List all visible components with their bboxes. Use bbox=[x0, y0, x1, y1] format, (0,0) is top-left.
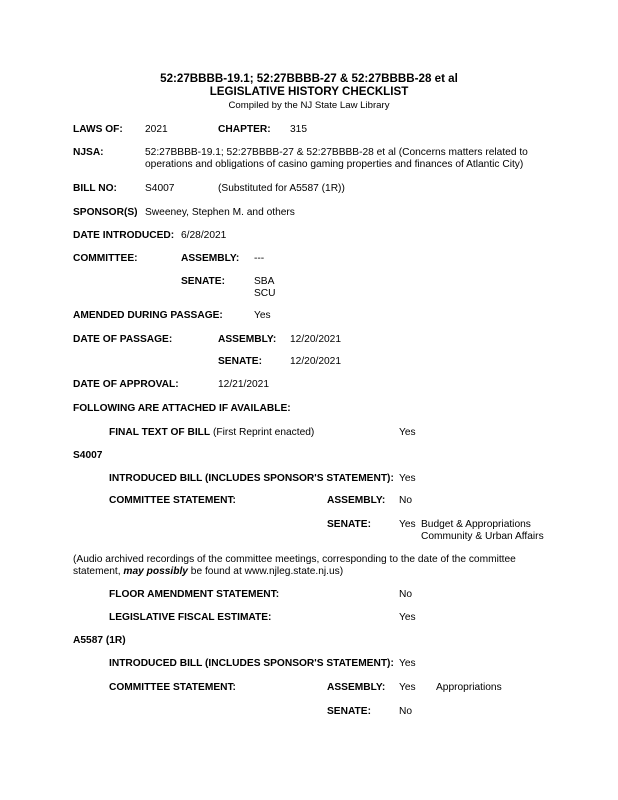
fiscal-estimate-value: Yes bbox=[399, 612, 416, 623]
s4007-introduced-label: INTRODUCED BILL (INCLUDES SPONSOR'S STATEMENT): bbox=[109, 473, 394, 484]
committee-senate-value-2: SCU bbox=[254, 288, 276, 299]
sponsor-label: SPONSOR(S) bbox=[73, 207, 138, 218]
audio-note-emphasis: may possibly bbox=[123, 566, 188, 577]
a5587-introduced-value: Yes bbox=[399, 658, 416, 669]
date-introduced-value: 6/28/2021 bbox=[181, 230, 227, 241]
attached-heading: FOLLOWING ARE ATTACHED IF AVAILABLE: bbox=[73, 403, 291, 414]
sponsor-value: Sweeney, Stephen M. and others bbox=[145, 207, 295, 218]
final-text-value: Yes bbox=[399, 427, 416, 438]
committee-assembly-value: --- bbox=[254, 253, 265, 264]
passage-assembly-label: ASSEMBLY: bbox=[218, 334, 277, 345]
audio-note-line-1: (Audio archived recordings of the committee meetings, corresponding to the date of the committee bbox=[73, 554, 516, 565]
s4007-introduced-value: Yes bbox=[399, 473, 416, 484]
passage-senate-label: SENATE: bbox=[218, 356, 262, 367]
s4007-senate-committee-2: Community & Urban Affairs bbox=[421, 531, 544, 542]
passage-assembly-date: 12/20/2021 bbox=[290, 334, 341, 345]
substituted-for: (Substituted for A5587 (1R)) bbox=[218, 183, 345, 194]
audio-note-prefix: statement, bbox=[73, 566, 124, 577]
audio-note-suffix: be found at www.njleg.state.nj.us) bbox=[187, 566, 344, 577]
date-introduced-label: DATE INTRODUCED: bbox=[73, 230, 175, 241]
passage-senate-date: 12/20/2021 bbox=[290, 356, 341, 367]
floor-amendment-label: FLOOR AMENDMENT STATEMENT: bbox=[109, 589, 280, 600]
bill-number: S4007 bbox=[145, 183, 175, 194]
final-text-label: FINAL TEXT OF BILL bbox=[109, 427, 211, 438]
committee-assembly-label: ASSEMBLY: bbox=[181, 253, 240, 264]
a5587-assembly-committee: Appropriations bbox=[436, 682, 502, 693]
fiscal-estimate-label: LEGISLATIVE FISCAL ESTIMATE: bbox=[109, 612, 272, 623]
date-of-approval-label: DATE OF APPROVAL: bbox=[73, 379, 179, 390]
a5587-assembly-label: ASSEMBLY: bbox=[327, 682, 386, 693]
s4007-heading: S4007 bbox=[73, 450, 103, 461]
a5587-committee-label: COMMITTEE STATEMENT: bbox=[109, 682, 236, 693]
date-of-passage-label: DATE OF PASSAGE: bbox=[73, 334, 173, 345]
s4007-senate-committee-1: Budget & Appropriations bbox=[421, 519, 531, 530]
s4007-senate-value: Yes bbox=[399, 519, 416, 530]
a5587-heading: A5587 (1R) bbox=[73, 635, 126, 646]
s4007-assembly-value: No bbox=[399, 495, 413, 506]
compiled-by: Compiled by the NJ State Law Library bbox=[228, 100, 390, 111]
final-text-note: (First Reprint enacted) bbox=[212, 427, 315, 438]
s4007-assembly-label: ASSEMBLY: bbox=[327, 495, 386, 506]
njsa-line-1: 52:27BBBB-19.1; 52:27BBBB-27 & 52:27BBBB-28 et al (Concerns matters related to bbox=[145, 147, 528, 158]
audio-note-line-2 bbox=[73, 566, 343, 578]
amended-label: AMENDED DURING PASSAGE: bbox=[73, 310, 223, 321]
committee-senate-label: SENATE: bbox=[181, 276, 225, 287]
chapter-label: CHAPTER: bbox=[218, 124, 271, 135]
laws-of-label: LAWS OF: bbox=[73, 124, 123, 135]
floor-amendment-value: No bbox=[399, 589, 413, 600]
a5587-senate-label: SENATE: bbox=[327, 706, 371, 717]
chapter-number: 315 bbox=[290, 124, 307, 135]
njsa-line-2: operations and obligations of casino gaming properties and finances of Atlantic City) bbox=[145, 159, 524, 170]
amended-value: Yes bbox=[254, 310, 271, 321]
committee-label: COMMITTEE: bbox=[73, 253, 138, 264]
date-of-approval-value: 12/21/2021 bbox=[218, 379, 269, 390]
committee-senate-value-1: SBA bbox=[254, 276, 275, 287]
a5587-introduced-label: INTRODUCED BILL (INCLUDES SPONSOR'S STATEMENT): bbox=[109, 658, 394, 669]
njsa-label: NJSA: bbox=[73, 147, 104, 158]
laws-of-year: 2021 bbox=[145, 124, 168, 135]
s4007-committee-label: COMMITTEE STATEMENT: bbox=[109, 495, 236, 506]
bill-no-label: BILL NO: bbox=[73, 183, 117, 194]
a5587-assembly-value: Yes bbox=[399, 682, 416, 693]
document-title: 52:27BBBB-19.1; 52:27BBBB-27 & 52:27BBBB-28 et al bbox=[160, 72, 458, 85]
document-subtitle: LEGISLATIVE HISTORY CHECKLIST bbox=[209, 85, 409, 98]
s4007-senate-label: SENATE: bbox=[327, 519, 371, 530]
final-text-row bbox=[109, 427, 314, 439]
a5587-senate-value: No bbox=[399, 706, 413, 717]
